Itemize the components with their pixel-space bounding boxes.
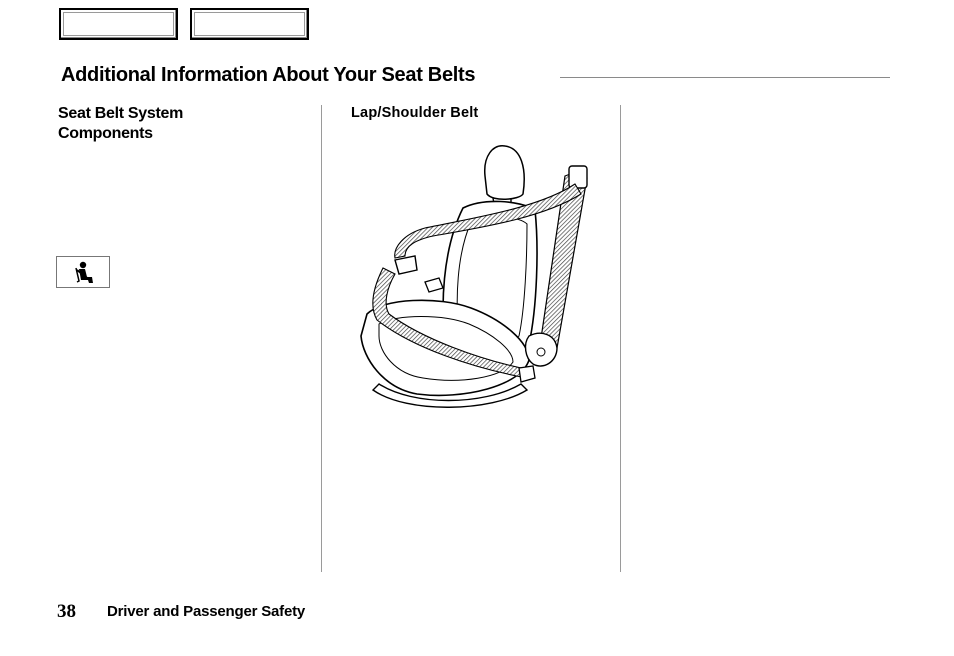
previous-page-button-label xyxy=(63,12,174,36)
column-divider-right xyxy=(620,105,621,572)
section-heading-line2: Components xyxy=(58,125,153,142)
next-page-button[interactable] xyxy=(190,8,309,40)
seat-belt-reminder-icon xyxy=(56,256,110,288)
seat-belt-illustration xyxy=(343,138,608,418)
lap-shoulder-belt-heading: Lap/Shoulder Belt xyxy=(351,105,479,121)
section-heading-line1: Seat Belt System xyxy=(58,105,184,122)
title-divider xyxy=(560,77,890,78)
page-title: Additional Information About Your Seat Belts xyxy=(61,64,476,86)
section-heading xyxy=(58,104,258,144)
page-number: 38 xyxy=(57,601,76,622)
column-divider-left xyxy=(321,105,322,572)
footer-section-title: Driver and Passenger Safety xyxy=(107,603,306,620)
next-page-button-label xyxy=(194,12,305,36)
previous-page-button[interactable] xyxy=(59,8,178,40)
